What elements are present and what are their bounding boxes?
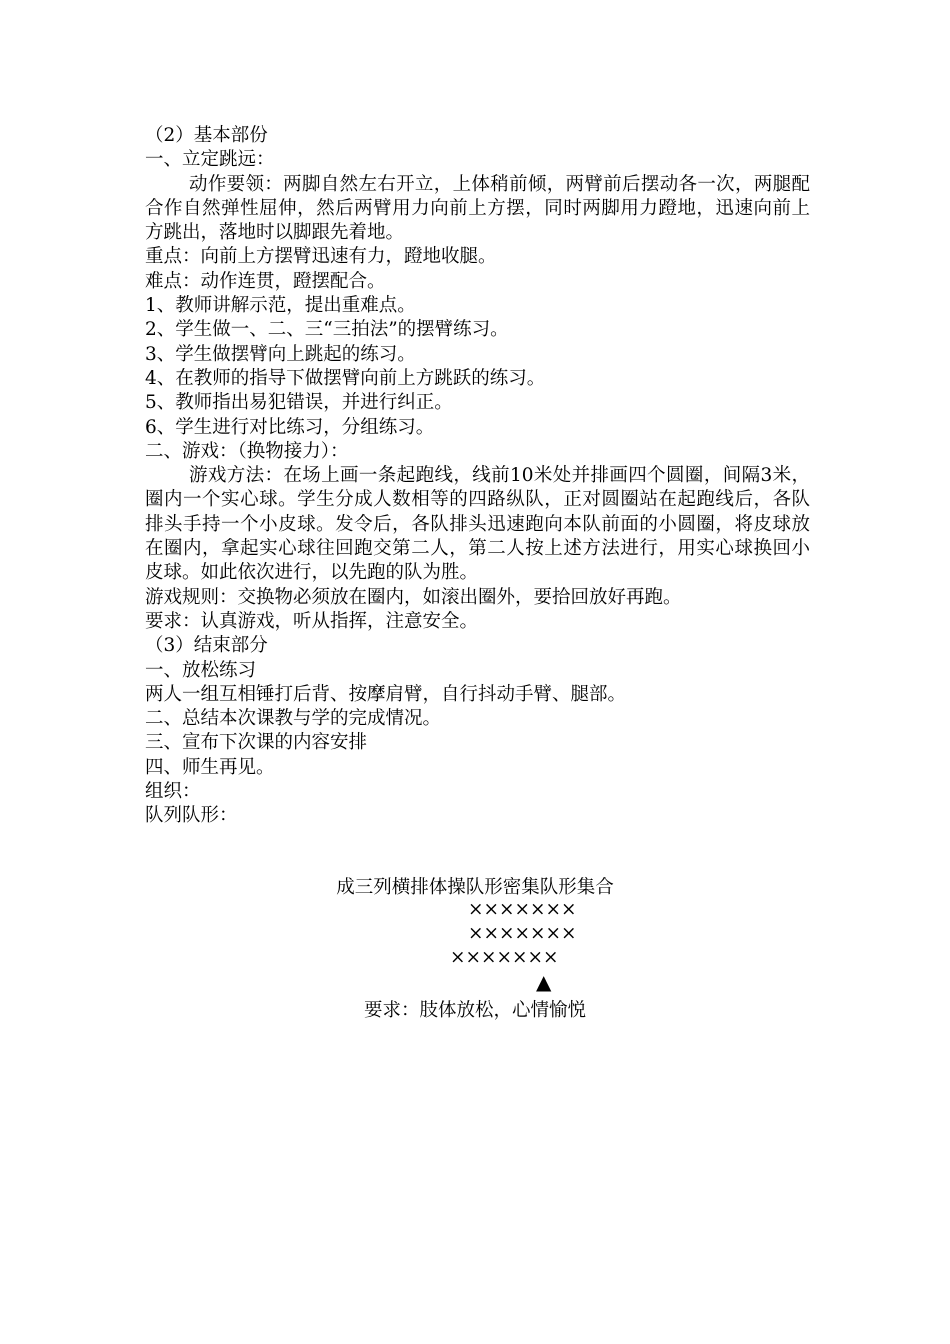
formation-caption: 成三列横排体操队形密集队形集合 bbox=[336, 877, 614, 898]
step-item: 2、学生做一、二、三“三拍法”的摆臂练习。 bbox=[145, 319, 509, 341]
relax-title: 一、放松练习 bbox=[145, 659, 257, 681]
game-method-paragraph: 游戏方法：在场上画一条起跑线，线前10米处并排画四个圆圈，间隔3米，圈内一个实心球。学生分成人数相等的四路纵队，正对圆圈站在起跑线后，各队排头手持一个小皮球。发令后，各队排头迅速跑向本队前面的小圆圈，将皮球放在圈内，拿起实心球往回跑交第二人，第二人按上述方法进行，用实心球换回小皮球。如此依次进行，以先跑的队为胜。 bbox=[145, 465, 810, 584]
game-title: 二、游戏：（换物接力）： bbox=[145, 440, 349, 462]
step-item: 4、在教师的指导下做摆臂向前上方跳跃的练习。 bbox=[145, 367, 546, 389]
step-item: 6、学生进行对比练习，分组练习。 bbox=[145, 416, 435, 438]
section-heading-end: （3）结束部分 bbox=[145, 635, 268, 657]
long-jump-title: 一、立定跳远： bbox=[145, 149, 275, 171]
key-point: 重点：向前上方摆臂迅速有力，蹬地收腿。 bbox=[145, 246, 497, 268]
relax-description: 两人一组互相锤打后背、按摩肩臂，自行抖动手臂、腿部。 bbox=[145, 683, 627, 705]
summary-item: 二、总结本次课教与学的完成情况。 bbox=[145, 708, 442, 730]
step-item: 5、教师指出易犯错误，并进行纠正。 bbox=[145, 392, 453, 414]
teacher-marker-icon: ▲ bbox=[536, 970, 552, 994]
difficulty: 难点：动作连贯，蹬摆配合。 bbox=[145, 270, 386, 292]
game-requirement: 要求：认真游戏，听从指挥，注意安全。 bbox=[145, 610, 479, 632]
formation-row: ××××××× bbox=[468, 899, 577, 920]
next-class-item: 三、宣布下次课的内容安排 bbox=[145, 732, 368, 754]
organization-label: 组织： bbox=[145, 781, 201, 803]
document-body bbox=[145, 124, 815, 829]
formation-row: ××××××× bbox=[468, 923, 577, 944]
formation-label: 队列队形： bbox=[145, 805, 238, 827]
formation-requirement: 要求：肢体放松，心情愉悦 bbox=[363, 1000, 586, 1021]
step-item: 3、学生做摆臂向上跳起的练习。 bbox=[145, 343, 416, 365]
step-item: 1、教师讲解示范，提出重难点。 bbox=[145, 295, 416, 317]
formation-row: ××××××× bbox=[450, 947, 559, 968]
goodbye-item: 四、师生再见。 bbox=[145, 756, 275, 778]
technique-paragraph: 动作要领：两脚自然左右开立，上体稍前倾，两臂前后摆动各一次，两腿配合作自然弹性屈伸，然后两臂用力向前上方摆，同时两脚用力蹬地，迅速向前上方跳出，落地时以脚跟先着地。 bbox=[145, 173, 810, 244]
section-heading-basic: （2）基本部份 bbox=[145, 125, 268, 146]
game-rules: 游戏规则：交换物必须放在圈内，如滚出圈外，要拾回放好再跑。 bbox=[145, 586, 682, 608]
